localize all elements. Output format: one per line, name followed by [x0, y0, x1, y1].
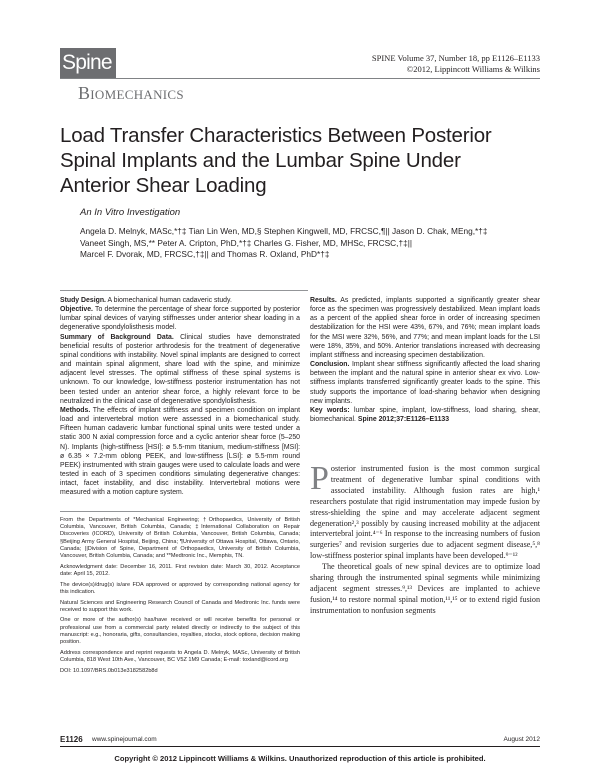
article-title [60, 123, 540, 198]
abstract-study-design: Study Design. A biomechanical human cadaveric study. [60, 297, 232, 304]
abstract-keywords: Key words: lumbar spine, implant, low-stiffness, load sharing, shear, biomechanical. Spine 2012;37:E1126–E1133 [310, 406, 540, 424]
body-paragraph: Posterior instrumented fusion is the most common surgical treatment of degenerative lumbar spinal conditions with associated instability. Although fusion rates are high,¹ researchers postulate that rigid instrumentation may impede fusion by stress-shielding the spine and may accelerate adjacent segment degeneration²,³ possibly by causing increased mobility at the adjacent intervertebral joint.⁴⁻⁶ In response to the increasing numbers of fusion surgeries⁷ and revision surgeries due to adjacent segment disease,⁵,⁸ low-stiffness posterior spinal implants have been developed.⁹⁻¹² [310, 460, 540, 561]
body-paragraph: The theoretical goals of new spinal devices are to optimize load sharing through the instrumented spinal segments while minimizing adjacent segment stresses.⁹,¹³ Devices are implanted to achieve fusion,¹⁴ to restore normal spinal motion,¹¹,¹⁵ or to extend rigid fusion instrumentation to nonfusion segments [310, 562, 540, 615]
drop-cap: P [310, 460, 329, 497]
journal-logo-text: Spine [62, 51, 112, 74]
article-subtitle: An In Vitro Investigation [80, 207, 181, 218]
correspondence: Address correspondence and reprint requests to Angela D. Melnyk, MASc, University of British Columbia, 818 West 10th Ave., Vancouver, BC V5Z 1M9 Canada; E-mail: toxland@icord.org [60, 649, 300, 663]
author-list [80, 226, 540, 261]
issue-date: August 2012 [503, 736, 540, 743]
journal-volume-line: SPINE Volume 37, Number 18, pp E1126–E1133 [371, 53, 540, 63]
title-line: Anterior Shear Loading [60, 174, 267, 197]
affiliations [60, 517, 300, 678]
abstract-left-column [60, 296, 300, 497]
acknowledgment-date: Acknowledgment date: December 16, 2011. First revision date: March 30, 2012. Acceptance date: April 15, 2012. [60, 563, 300, 577]
abstract-rule [60, 290, 308, 291]
author-line: Marcel F. Dvorak, MD, FRCSC,†‡|| and Thomas R. Oxland, PhD*†‡ [80, 249, 330, 259]
journal-info [372, 53, 540, 74]
device-statement: The device(s)/drug(s) is/are FDA approved or approved by corresponding national agency for this indication. [60, 581, 300, 595]
section-name: Biomechanics [78, 83, 184, 103]
affiliation-rule [60, 511, 300, 512]
affiliation-text: From the Departments of *Mechanical Engineering; †Orthopaedics, University of British Columbia, Vancouver, British Columbia, Canada; ‡International Collaboration on Repair Discoveries (ICORD), University of British Columbia, Vancouver, British Columbia, Canada; §Beijing Army General Hospital, Beijing, China; ¶University of Ottawa Hospital, Ottawa, Ontario, Canada; ||Division of Spine, Department of Orthopaedics, University of British Columbia, Vancouver, British Columbia, Canada; and **Medtronic Inc., Memphis, TN. [60, 517, 300, 560]
doi: DOI: 10.1097/BRS.0b013e3182582b8d [60, 667, 158, 674]
abstract-summary: Summary of Background Data. Clinical studies have demonstrated beneficial results of posterior arthrodesis for the treatment of degenerative spinal conditions with instability. Novel spinal implants are designed to correct and maintain spinal alignment, share load with the spine, and minimize adjacent level stresses. The optimal stiffness of these spinal systems is unknown. To our knowledge, low-stiffness posterior instrumentation has not been tested under an anterior shear force, a highly relevant force to be neutralized in the clinical case of degenerative spondylolisthesis. [60, 333, 300, 405]
abstract-right-column [310, 296, 540, 424]
funding-statement: Natural Sciences and Engineering Research Council of Canada and Medtronic Inc. funds were received to support this work. [60, 599, 300, 613]
citation: Spine 2012;37:E1126–E1133 [357, 416, 450, 424]
conflict-statement: One or more of the author(s) has/have received or will receive benefits for personal or professional use from a commercial party related directly or indirectly to the subject of this manuscript: e.g., honoraria, gifts, consultancies, royalties, stocks, stock options, decision making position. [60, 617, 300, 646]
section-divider [60, 78, 540, 79]
journal-website: www.spinejournal.com [92, 736, 157, 743]
footer-rule [60, 746, 540, 747]
author-line: Vaneet Singh, MS,** Peter A. Cripton, PhD,*†‡ Charles G. Fisher, MD, MHSc, FRCSC,†‡|| [80, 237, 413, 248]
author-line: Angela D. Melnyk, MASc,*†‡ Tian Lin Wen, MD,§ Stephen Kingwell, MD, FRCSC,¶|| Jason D. Chak, MEng,*†‡ [80, 226, 488, 236]
abstract-conclusion: Conclusion. Implant shear stiffness significantly affected the load sharing between the implant and the natural spine in anterior shear ex vivo. Low-stiffness implants transferred significantly greater loads to the spine. This study supports the importance of load-sharing behavior when designing new implants. [310, 361, 540, 405]
abstract-results: Results. As predicted, implants supported a significantly greater shear force as the specimen was progressively destabilized. Mean implant loads as a percent of the applied shear force in order of increasing specimen destabilization for the HSI were 43%, 67%, and 76%; mean implant loads for the MSI were 32%, 56%, and 77%; and mean implant loads for the LSI were 18%, 35%, and 50%. Anterior translations increased with decreasing implant stiffness and increasing specimen destabilization. [310, 297, 540, 359]
title-line: Spinal Implants and the Lumbar Spine Under [60, 149, 461, 172]
copyright-notice: Copyright © 2012 Lippincott Williams & Wilkins. Unauthorized reproduction of this article is prohibited. [114, 754, 486, 763]
body-text [310, 460, 540, 617]
abstract-methods: Methods. The effects of implant stiffness and specimen condition on implant load and intervertebral motion were assessed in a biomechanical study. Fifteen human cadaveric lumbar functional spinal units were tested under a static 300 N axial compression force and a cyclic anterior shear force (5–250 N). Implants (high-stiffness [HSI]: ø 5.5-mm titanium, medium-stiffness [MSI]: ø 6.35 × 7.2-mm oblong PEEK, and low-stiffness [LSI]: ø 5.5-mm round PEEK) instrumented with strain gauges were used to calculate loads and were tested in each of 3 specimen conditions simulating degenerative changes: intact, facet instability, and disc instability. Intervertebral motions were measured with a motion capture system. [60, 406, 300, 497]
title-line: Load Transfer Characteristics Between Posterior [60, 124, 492, 147]
page-number: E1126 [60, 735, 83, 744]
journal-copyright-line: ©2012, Lippincott Williams & Wilkins [406, 63, 540, 74]
abstract-objective: Objective. To determine the percentage of shear force supported by posterior lumbar spinal devices of varying stiffnesses under anterior shear loading in a degenerative spondylolisthesis model. [60, 306, 300, 332]
